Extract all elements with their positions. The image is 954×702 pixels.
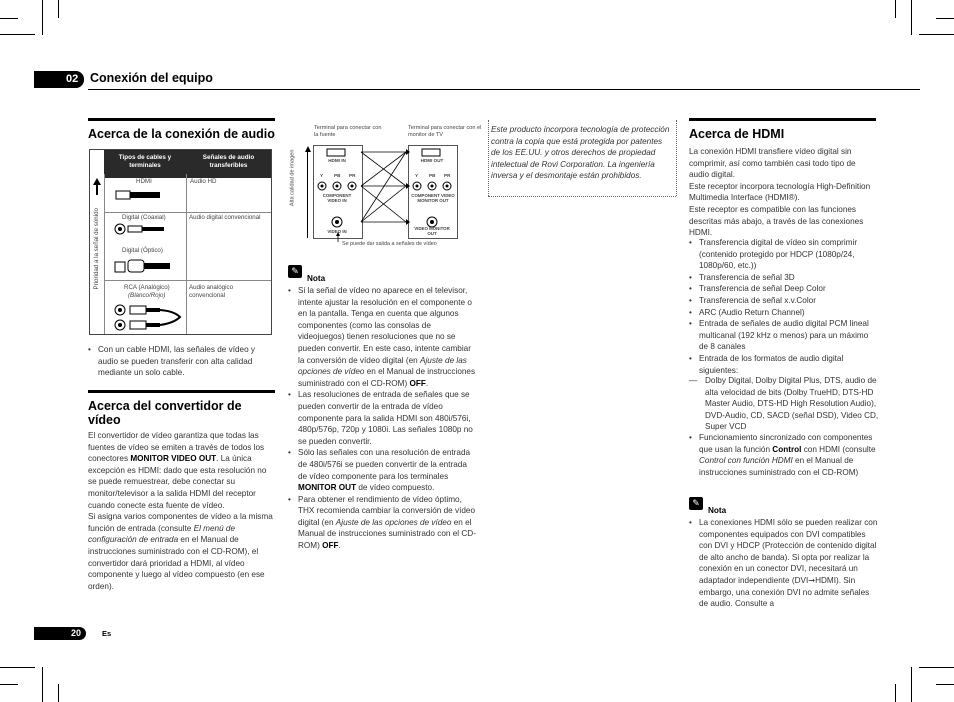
page-language: Es xyxy=(102,629,112,638)
pb-label: PB xyxy=(334,173,341,178)
rovi-box-bottom xyxy=(488,196,676,197)
section-rule xyxy=(88,390,275,393)
signal-hdmi: Audio HD xyxy=(190,178,217,185)
connector-graphics xyxy=(286,122,484,254)
chapter-number: 02 xyxy=(66,73,79,85)
text: El convertidor de vídeo garantiza que todas las fuentes de vídeo se emiten a través de todos los conectores xyxy=(88,431,265,464)
diagram-monitor-label: Terminal para conectar con el monitor de TV xyxy=(408,125,482,138)
list-item: • Transferencia de señal x.v.Color xyxy=(689,295,879,307)
component-in-label: COMPONENT VIDEO IN xyxy=(322,193,352,204)
crop-mark xyxy=(911,667,912,702)
coaxial-plug-icon xyxy=(114,222,166,236)
pencil-icon: ✎ xyxy=(288,265,302,278)
text: en el Manual de instrucciones suministrado con el CD-ROM) xyxy=(298,517,476,551)
chapter-title: Conexión del equipo xyxy=(90,71,213,85)
table-col2-header: Señales de audio transferibles xyxy=(186,150,271,178)
cable-rca-sub: (Blanco/Rojo) xyxy=(128,292,166,299)
text: en el Manual de instrucciones suministrado con el CD-ROM), el convertidor dará prioridad a HDMI, al vídeo componente y luego al vídeo compuesto (en ese orden). xyxy=(88,535,265,591)
header-rule xyxy=(88,89,920,90)
list-item: • Transferencia de señal Deep Color xyxy=(689,283,879,295)
list-item: • ARC (Audio Return Channel) xyxy=(689,307,879,319)
crop-mark xyxy=(911,0,912,35)
italic-text: Ajuste de las opciones de vídeo xyxy=(298,355,467,377)
text: Las resoluciones de entrada de señales que se pueden convertir de la entrada de vídeo componente para la salida HDMI son 480i/576i, 480p/576p, 720p y 1080i. Las señales 1080p no se pueden convertir. xyxy=(298,390,473,446)
table-divider xyxy=(104,280,271,281)
video-out-label: VIDEO MONITOR OUT xyxy=(414,226,450,237)
crop-mark xyxy=(895,684,896,702)
priority-arrow-icon xyxy=(93,178,101,185)
bold-text: MONITOR VIDEO OUT xyxy=(130,454,217,464)
section-title-hdmi: Acerca de HDMI xyxy=(689,127,785,141)
crop-mark xyxy=(919,667,954,668)
nota-right-list xyxy=(689,517,879,610)
pencil-icon: ✎ xyxy=(689,497,703,510)
crop-mark xyxy=(42,0,43,35)
list-item: • Entrada de los formatos de audio digital siguientes: xyxy=(689,353,879,376)
rovi-box-left xyxy=(488,120,489,196)
y-label: Y xyxy=(320,173,324,178)
list-item: • Con un cable HDMI, las señales de vídeo y audio se pueden transferir con alta calidad mediante un solo cable. xyxy=(88,344,274,379)
pr-label: PR xyxy=(349,173,356,178)
list-item xyxy=(689,432,879,478)
text: con HDMI (consulte xyxy=(803,444,876,454)
section-title-audio: Acerca de la conexión de audio xyxy=(88,127,275,141)
crop-mark xyxy=(936,18,954,19)
bold-text: Control xyxy=(772,444,802,454)
hdmi-intro xyxy=(689,146,877,239)
crop-mark xyxy=(919,34,954,35)
list-item xyxy=(288,285,478,389)
rca-plug-icon xyxy=(114,303,186,333)
diagram-footnote: Se puede dar salida a señales de vídeo xyxy=(342,241,437,247)
cable-coaxial: Digital (Coaxial) xyxy=(122,214,166,221)
page-number-tab xyxy=(34,627,86,640)
diagram-source-label: Terminal para conectar con la fuente xyxy=(314,125,382,138)
crop-mark xyxy=(936,684,954,685)
text: . La única excepción es HDMI: dado que esta resolución no se puede remuestrear, debe conectar su monitor/televisor a la salida HDMI del receptor cuando conecte esta fuente de vídeo. xyxy=(88,454,267,510)
text: Sólo las señales con una resolución de entrada de 480i/576i se pueden convertir de la entrada de vídeo componente para los terminales xyxy=(298,448,471,481)
signal-rca: Audio analógico convencional xyxy=(189,284,234,299)
list-item: • Transferencia de señal 3D xyxy=(689,272,879,284)
signal-coaxial: Audio digital convencional xyxy=(189,214,261,221)
component-out-label: COMPONENT VIDEO MONITOR OUT xyxy=(411,193,455,204)
crop-mark xyxy=(0,667,35,668)
table-divider xyxy=(104,212,271,213)
section-title-video-converter: Acerca del convertidor de vídeo xyxy=(88,399,242,427)
pr-label: PR xyxy=(444,173,451,178)
list-item xyxy=(288,494,478,552)
hdmi-format-list xyxy=(689,375,879,433)
y-label: Y xyxy=(415,173,419,178)
italic-text: Ajuste de las opciones de vídeo xyxy=(335,517,452,527)
text: Este receptor es compatible con las funciones descritas más abajo, a través de las conexiones HDMI. xyxy=(689,204,864,238)
hdmi-in-label: HDMI IN xyxy=(328,158,346,163)
text: en el Manual de instrucciones suministrado con el CD-ROM) xyxy=(699,456,859,477)
hdmi-control-list xyxy=(689,432,879,478)
text: . xyxy=(425,378,429,388)
video-converter-body xyxy=(88,430,274,592)
crop-mark xyxy=(42,667,43,702)
text: Si asigna varios componentes de vídeo a la misma función de entrada (consulte xyxy=(88,512,273,533)
text: Si la señal de vídeo no aparece en el televisor, intente ajustar la resolución en el componente o en la pantalla. Tenga en cuenta que algunos componentes (como las consolas de videojuegos) tienen resoluciones que no se pueden convertir. En este caso, intente cambiar la conversión de vídeo digital (en xyxy=(298,286,472,365)
bold-text: OFF xyxy=(409,378,426,388)
hdmi-plug-icon xyxy=(114,187,162,205)
nota-label: Nota xyxy=(708,506,727,515)
list-item: • La conexiones HDMI sólo se pueden realizar con componentes equipados con DVI compatibles con DVI y HDCP (Protección de contenido digital de alto ancho de banda). Si opta por realizar la conexión en un conector DVI, necesitará un adaptador independiente (DVI➞HDMI). Sin embargo, una conexión DVI no admite señales de audio. Consulte a xyxy=(689,517,879,610)
table-divider xyxy=(186,174,187,334)
list-item xyxy=(288,389,478,447)
audio-bullet-list xyxy=(88,344,274,379)
crop-mark xyxy=(0,34,35,35)
text: Para obtener el rendimiento de vídeo óptimo, THX recomienda cambiar la conversión de vídeo digital (en xyxy=(298,494,476,527)
pb-label: PB xyxy=(429,173,436,178)
table-col1-header: Tipos de cables y terminales xyxy=(104,150,186,178)
crop-mark xyxy=(0,684,18,685)
text: Este receptor incorpora tecnología High-Definition Multimedia Interface (HDMI®). xyxy=(689,181,871,203)
list-item xyxy=(288,447,478,493)
italic-text: El menú de configuración de entrada xyxy=(88,523,236,545)
text: . xyxy=(338,541,341,551)
audio-table xyxy=(89,149,272,335)
cable-hdmi: HDMI xyxy=(136,178,152,185)
list-item: • Entrada de señales de audio digital PCM lineal multicanal (192 kHz o menos) para un máximo de 8 canales xyxy=(689,318,879,353)
cable-rca: RCA (Analógico) xyxy=(124,284,170,291)
chapter-number-tab xyxy=(34,71,84,88)
nota-label: Nota xyxy=(307,274,326,283)
italic-text: Control con función HDMI xyxy=(699,456,793,466)
crop-mark xyxy=(0,18,18,19)
text: en el Manual de instrucciones suministrado con el CD-ROM) xyxy=(298,367,476,388)
section-rule xyxy=(689,118,876,121)
table-divider xyxy=(104,174,105,334)
page-number: 20 xyxy=(71,628,82,638)
text: La conexión HDMI transfiere vídeo digital sin comprimir, así como también casi todo tipo de audio digital. xyxy=(689,147,856,180)
crop-mark xyxy=(895,0,896,18)
video-in-label: VIDEO IN xyxy=(327,229,347,234)
cable-optical: Digital (Óptico) xyxy=(122,247,163,254)
bold-text: MONITOR OUT xyxy=(298,483,357,493)
list-item: — Dolby Digital, Dolby Digital Plus, DTS, audio de alta velocidad de bits (Dolby TrueHD, DTS-HD Master Audio, DTS-HD High Resolution Audio), DVD-Audio, CD, SACD (señal DSD), Video CD, Super VCD xyxy=(689,375,879,433)
priority-arrow-shaft xyxy=(96,185,98,195)
optical-plug-icon xyxy=(114,257,174,277)
rovi-box-right xyxy=(676,120,677,196)
nota-middle-list xyxy=(288,285,478,552)
crop-mark xyxy=(58,0,59,18)
hdmi-feature-list xyxy=(689,237,879,376)
section-rule xyxy=(88,118,275,121)
priority-label: Prioridad a la señal de sonido xyxy=(92,207,100,290)
hdmi-out-label: HDMI OUT xyxy=(420,158,444,163)
crop-mark xyxy=(58,684,59,702)
rovi-note: Este producto incorpora tecnología de protección contra la copia que está protegida por patentes de los EE.UU. y otros derechos de propiedad intelectual de Rovi Corporation. La ingeniería inversa y el desmontaje están prohibidos. xyxy=(491,125,670,181)
bold-text: OFF xyxy=(322,541,339,551)
text: Funcionamiento sincronizado con componentes que usan la función xyxy=(699,433,873,454)
text: de vídeo compuesto. xyxy=(358,483,435,493)
video-signal-diagram xyxy=(286,122,484,254)
list-item: • Transferencia digital de vídeo sin comprimir (contenido protegido por HDCP (1080p/24, 1080p/60, etc.)) xyxy=(689,237,879,272)
diagram-quality-label: Alta calidad de imagen xyxy=(289,149,296,207)
